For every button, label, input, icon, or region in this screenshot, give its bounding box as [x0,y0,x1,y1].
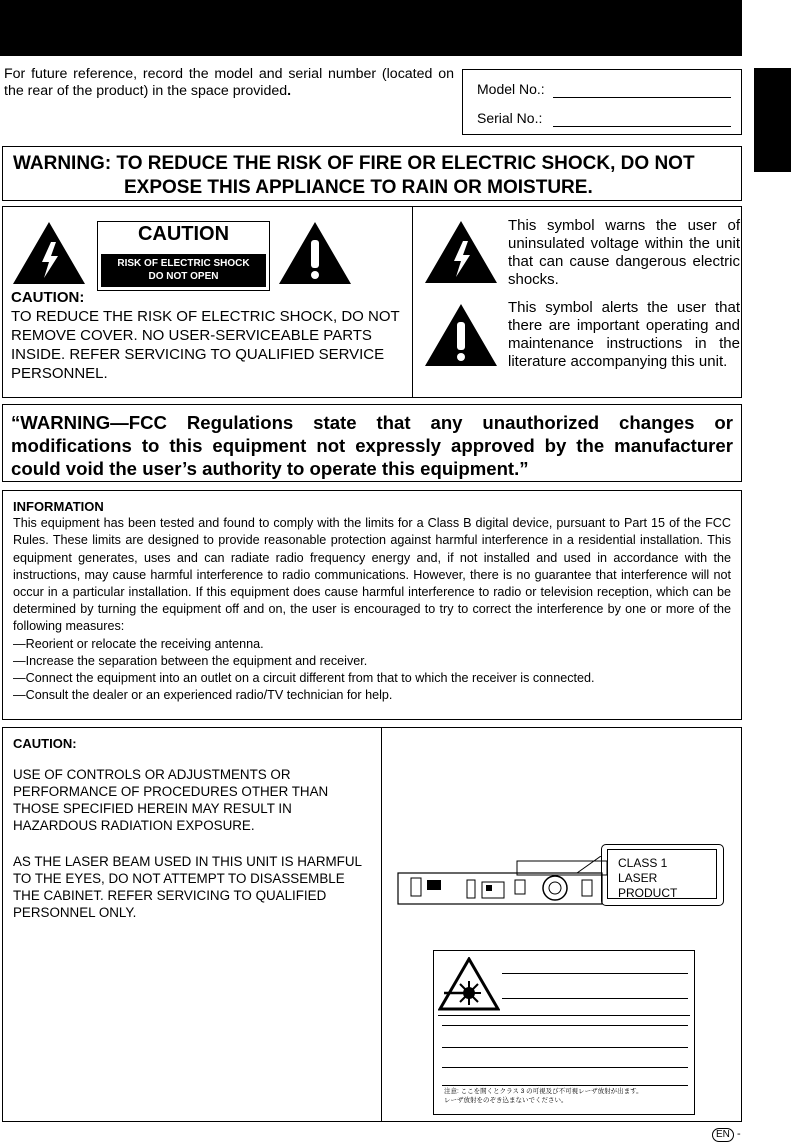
label-line [442,1085,688,1086]
caution-label-sub2: DO NOT OPEN [148,271,219,282]
information-item: —Connect the equipment into an outlet on a circuit different from that to which the receiver is connected. [13,671,595,686]
laser-para-1: USE OF CONTROLS OR ADJUSTMENTS OR PERFORMANCE OF PROCEDURES OTHER THAN THOSE SPECIFIED HEREIN MAY RESULT IN HAZARDOUS RADIATION EXPOSURE. [13,767,329,833]
page-footer [712,1128,741,1142]
information-item: —Consult the dealer or an experienced radio/TV technician for help. [13,688,393,703]
label-line [442,1067,688,1068]
laser-caution-block [2,727,742,1122]
laser-para-2: AS THE LASER BEAM USED IN THIS UNIT IS HARMFUL TO THE EYES, DO NOT ATTEMPT TO DISASSEMBLE THE CABINET. REFER SERVICING TO QUALIFIED PERSONNEL ONLY. [13,854,362,920]
label-line [502,973,688,974]
class1-line2: LASER PRODUCT [618,871,678,900]
lightning-symbol-icon [423,219,499,285]
information-item: —Increase the separation between the equipment and receiver. [13,653,368,668]
lightning-warning-icon [11,220,87,286]
fcc-text: “WARNING—FCC Regulations state that any unauthorized changes or modifications to this equipment not expressly approved by the manufacturer could void the user’s authority to operate this equipment.” [11,412,733,479]
header-bar [0,0,742,56]
information-block [2,490,742,720]
jp-line-1: 注意: ここを開くとクラス 3 の可視及び不可視レーザ放射が出ます。 [444,1088,643,1095]
fcc-warning [2,404,742,482]
fire-shock-warning [2,146,742,201]
language-tab [754,68,791,172]
caution-block [2,206,742,398]
information-body: This equipment has been tested and found to comply with the limits for a Class B digital device, pursuant to Part 15 of the FCC Rules. These limits are designed to provide reasonable protection against harmful interference in a residential installation. This equipment generates, uses and can radiate radio frequency energy and, if not installed and used in accordance with the instructions, may cause harmful interference to radio communications. However, there is no guarantee that interference will not occur in a particular installation. If this equipment does cause harmful interference to radio or television reception, which can be determined by turning the equipment off and on, the user is encouraged to try to correct the interference by one or more of the following measures: [13,516,731,634]
japanese-warning [444,1087,643,1105]
exclamation-symbol-icon [423,302,499,368]
caution-label-sub [101,254,266,287]
label-line [502,998,688,999]
information-item: —Reorient or relocate the receiving antenna. [13,636,264,651]
model-serial-box [462,69,742,135]
serial-line [553,126,731,127]
label-line [442,1025,688,1026]
warning-line-2: EXPOSE THIS APPLIANCE TO RAIN OR MOISTURE. [124,177,593,198]
caution-title: CAUTION: [11,289,85,306]
serial-label: Serial No.: [477,110,543,126]
caution-label-title: CAUTION [137,223,230,245]
reference-note: For future reference, record the model and serial number (located on the rear of the product) in the space provided. [4,66,454,99]
caution-label-sub1: RISK OF ELECTRIC SHOCK [117,258,250,269]
class1-label [607,849,717,899]
symbol2-description: This symbol alerts the user that there are important operating and maintenance instructions in the literature accompanying this unit. [508,299,740,370]
laser-warning-label [433,950,695,1115]
caution-body: TO REDUCE THE RISK OF ELECTRIC SHOCK, DO NOT REMOVE COVER. NO USER-SERVICEABLE PARTS INSIDE. REFER SERVICING TO QUALIFIED SERVICE PERSONNEL. [11,308,400,382]
model-label: Model No.: [477,81,545,97]
lang-badge: EN [712,1128,734,1142]
caution-label [97,221,270,291]
class1-line1: CLASS 1 [618,856,668,870]
player-rear-panel-icon [397,856,607,906]
exclamation-warning-icon [277,220,353,286]
page-dash: - [736,1128,741,1140]
laser-hazard-icon [438,957,500,1011]
jp-line-2: レーザ放射をのぞき込まないでください。 [444,1097,568,1104]
laser-title: CAUTION: [13,736,77,751]
model-line [553,97,731,98]
caution-divider [412,207,413,397]
laser-divider [381,728,382,1121]
warning-line-1: WARNING: TO REDUCE THE RISK OF FIRE OR ELECTRIC SHOCK, DO NOT [13,153,695,174]
label-line [442,1047,688,1048]
information-title: INFORMATION [13,499,104,514]
label-line [438,1015,690,1016]
symbol1-description: This symbol warns the user of uninsulated voltage within the unit that can cause dangerous electric shocks. [508,217,740,288]
